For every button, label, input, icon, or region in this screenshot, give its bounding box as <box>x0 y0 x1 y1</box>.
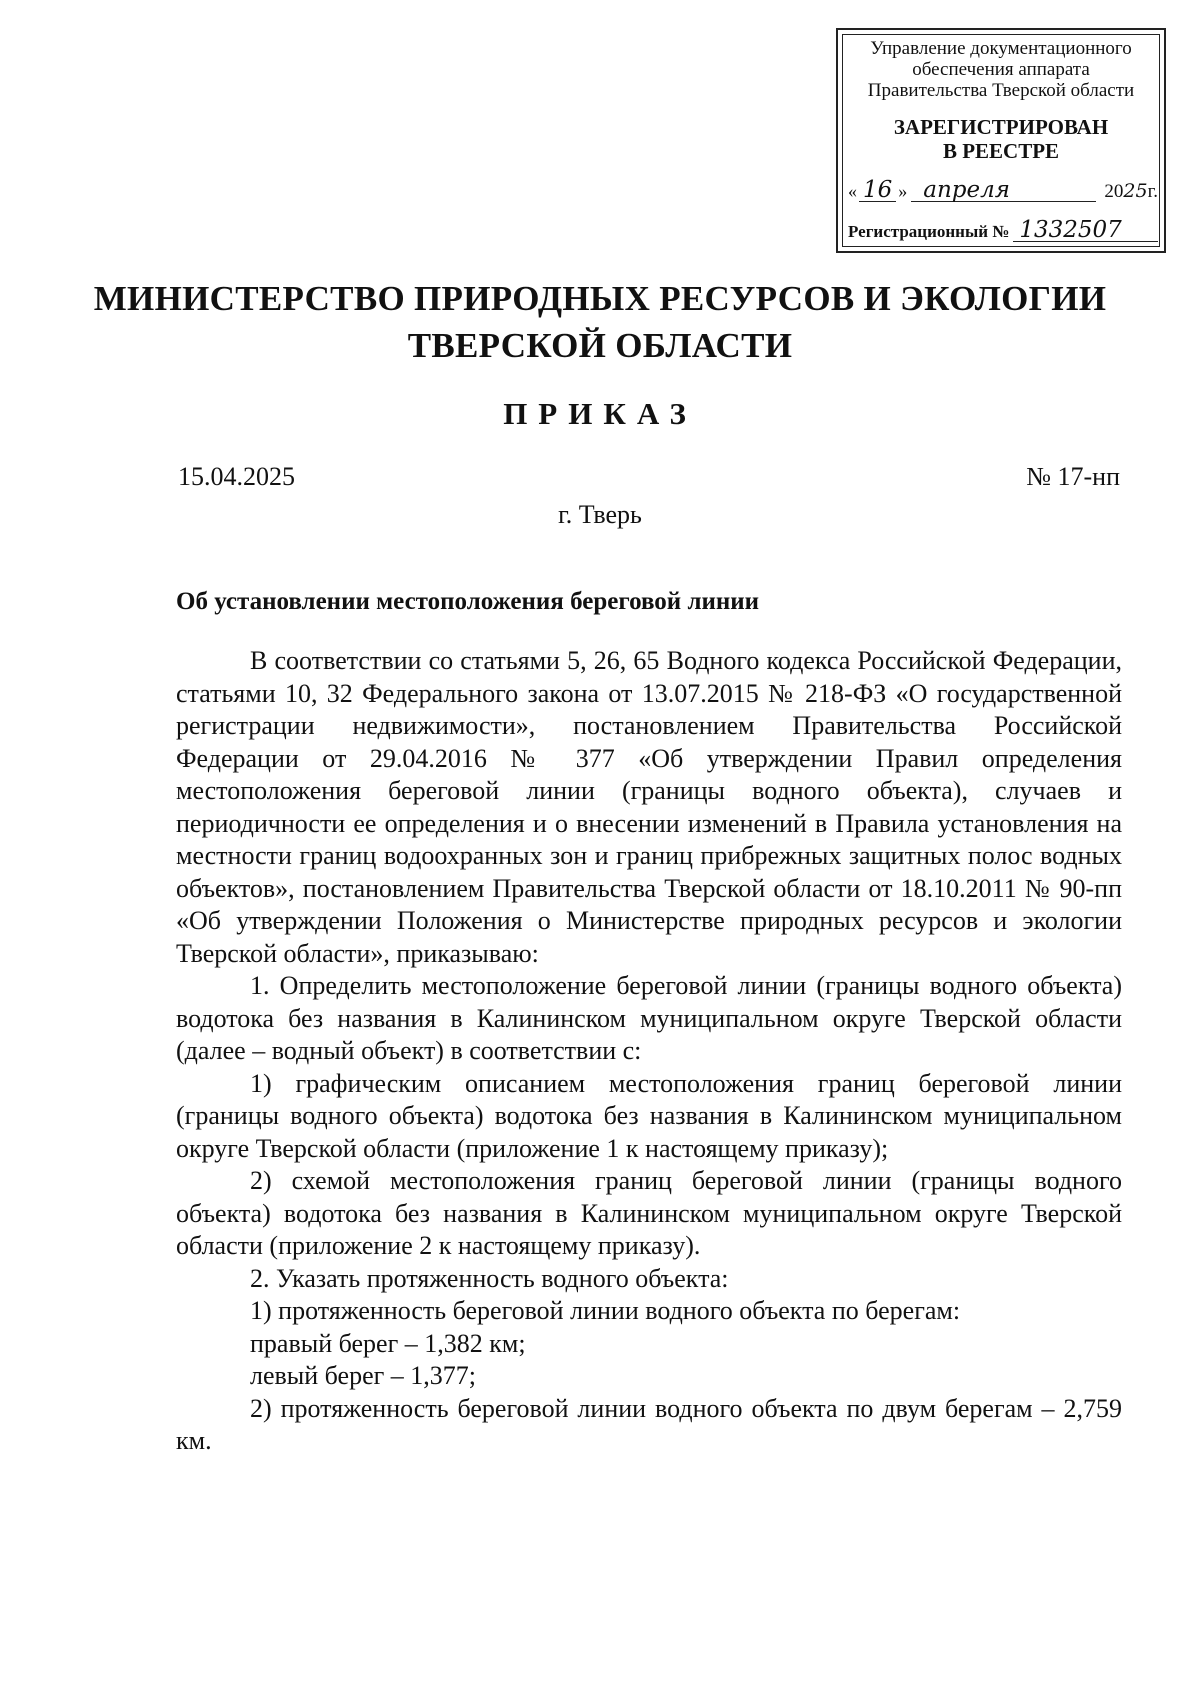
stamp-year-prefix: 20 <box>1104 181 1124 202</box>
stamp-year-suffix: 25 <box>1123 180 1148 202</box>
body-paragraph: 1) протяженность береговой линии водного объекта по берегам: <box>250 1296 961 1325</box>
stamp-open-quote: « <box>848 181 857 201</box>
stamp-org-line: Правительства Тверской области <box>867 80 1135 101</box>
document-subject: Об установлении местоположения береговой линии <box>176 588 760 615</box>
stamp-number-row <box>848 217 1158 243</box>
stamp-month: апреля <box>911 180 1096 202</box>
stamp-inner-border <box>842 34 1160 247</box>
stamp-number-label: Регистрационный № <box>848 222 1010 241</box>
stamp-year <box>1104 181 1158 202</box>
stamp-registered-line: ЗАРЕГИСТРИРОВАН <box>893 115 1109 139</box>
body-paragraph: правый берег – 1,382 км; <box>250 1328 526 1358</box>
body-paragraph: 2. Указать протяженность водного объекта: <box>250 1263 729 1293</box>
document-date: 15.04.2025 <box>178 462 295 491</box>
stamp-close-quote: » <box>898 181 908 201</box>
ministry-title-line: МИНИСТЕРСТВО ПРИРОДНЫХ РЕСУРСОВ И ЭКОЛОГИИ <box>93 279 1107 318</box>
ministry-title-line: ТВЕРСКОЙ ОБЛАСТИ <box>407 326 793 365</box>
stamp-date-row <box>848 177 1158 203</box>
document-number: № 17-нп <box>1026 462 1120 491</box>
stamp-registered-line: В РЕЕСТРЕ <box>942 139 1060 163</box>
document-body <box>176 645 1122 1458</box>
ministry-title <box>0 275 1200 369</box>
body-paragraph: 1) графическим описанием местоположения границ береговой линии (границы водного объекта) водотока без названия в Калининском муниципальном округе Тверской области (приложение 1 к настоящему приказу); <box>176 1068 1122 1163</box>
document-city: г. Тверь <box>558 500 642 529</box>
stamp-org-line: Управление документационного <box>870 38 1132 59</box>
document-type: ПРИКАЗ <box>503 396 697 431</box>
stamp-number-value: 1332507 <box>1013 220 1158 242</box>
registration-stamp <box>836 28 1166 253</box>
body-paragraph: В соответствии со статьями 5, 26, 65 Водного кодекса Российской Федерации, статьями 10, 32 Федерального закона от 13.07.2015 № 218-ФЗ «О государственной регистрации недвижимости», постановлением Правительства Российской Федерации от 29.04.2016 № 377 «Об утверждении Правил определения местоположения береговой линии (границы водного объекта), случаев и периодичности ее определения и о внесении изменений в Правила установления на местности границ водоохранных зон и границ прибрежных защитных полос водных объектов», постановлением Правительства Тверской области от 18.10.2011 № 90-пп «Об утверждении Положения о Министерстве природных ресурсов и экологии Тверской области», приказываю: <box>176 646 1122 968</box>
stamp-org-line: обеспечения аппарата <box>912 59 1090 80</box>
stamp-year-unit: г. <box>1147 181 1158 202</box>
body-paragraph: левый берег – 1,377; <box>250 1361 477 1390</box>
body-paragraph: 1. Определить местоположение береговой линии (границы водного объекта) водотока без названия в Калининском муниципальном округе Тверской области (далее – водный объект) в соответствии с: <box>176 971 1122 1065</box>
stamp-day: 16 <box>859 180 896 202</box>
body-paragraph: 2) схемой местоположения границ береговой линии (границы водного объекта) водотока без названия в Калининском муниципальном округе Тверской области (приложение 2 к настоящему приказу). <box>176 1166 1122 1260</box>
body-paragraph: 2) протяженность береговой линии водного объекта по двум берегам – 2,759 км. <box>176 1393 1122 1455</box>
